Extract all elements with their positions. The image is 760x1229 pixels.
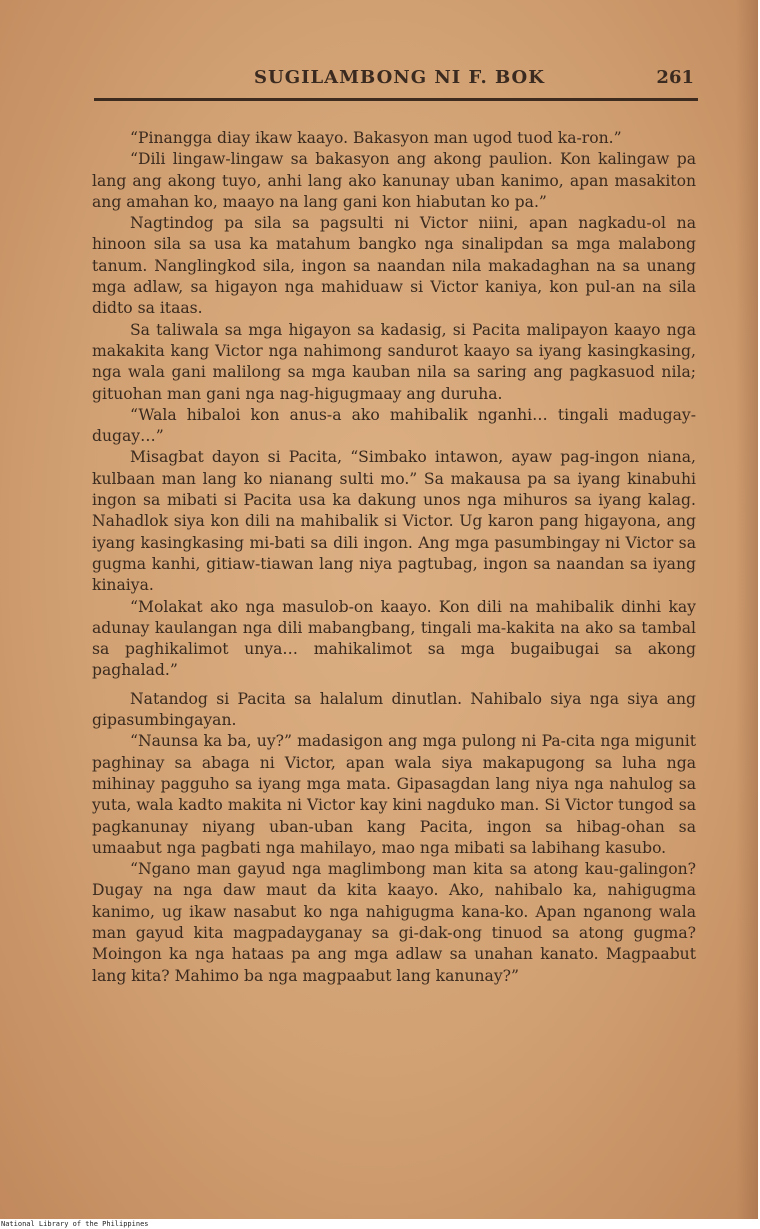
running-head: SUGILAMBONG NI F. BOK: [254, 67, 545, 88]
paragraph: Sa taliwala sa mga higayon sa kadasig, si Pacita malipayon kaayo nga makakita kang Victor nga nahimong sandurot kaayo sa iyang kasingkasing, nga wala gani malilong sa mga kauban nila sa saring ang pagkasuod nila; gituohan man gani nga nag-higugmaay ang duruha.: [92, 320, 696, 403]
header-rule: [94, 98, 698, 101]
page-number: 261: [656, 67, 694, 88]
paragraph: “Dili lingaw-lingaw sa bakasyon ang akong paulion. Kon kalingaw pa lang ang akong tuyo, anhi lang ako kanunay uban kanimo, apan masakiton ang amahan ko, maayo na lang gani kon hiabutan ko pa.”: [92, 150, 696, 211]
paragraph: “Molakat ako nga masulob-on kaayo. Kon dili na mahibalik dinhi kay adunay kaulangan nga dili mabangbang, tingali ma-kakita na ako sa tambal sa paghikalimot unya… mahikalimot sa mga bugaibugai sa akong paghalad.”: [92, 597, 696, 680]
library-credit: National Library of the Philippines: [1, 1220, 149, 1228]
paragraph: “Ngano man gayud nga maglimbong man kita sa atong kau-galingon? Dugay na nga daw maut da kita kaayo. Ako, nahibalo ka, nahigugma kanimo, ug ikaw nasabut ko nga nahigugma kana-ko. Apan nganong wala man gayud kita magpadayganay sa gi-dak-ong tinuod sa atong gugma? Moingon ka nga hataas pa ang mga adlaw sa unahan kanato. Magpaabut lang kita? Mahimo ba nga magpaabut lang kanunay?”: [92, 860, 696, 985]
page-header: [94, 64, 696, 98]
paragraph: “Wala hibaloi kon anus-a ako mahibalik nganhi… tingali madugay-dugay…”: [92, 405, 696, 446]
paragraph: Misagbat dayon si Pacita, “Simbako intawon, ayaw pag-ingon niana, kulbaan man lang ko nianang sulti mo.” Sa makausa pa sa iyang kinabuhi ingon sa mibati si Pacita usa ka dakung unos nga mihuros sa iyang kalag. Nahadlok siya kon dili na mahibalik si Victor. Ug karon pang higayona, ang iyang kasingkasing mi-bati sa dili ingon. Ang mga pasumbingay ni Victor sa gugma kanhi, gitiaw-tiawan lang niya pagtubag, ingon sa naandan sa iyang kinaiya.: [92, 448, 696, 595]
body-text: [92, 128, 696, 987]
paragraph: Natandog si Pacita sa halalum dinutlan. Nahibalo siya nga siya ang gipasumbingayan.: [92, 689, 696, 730]
paragraph: “Pinangga diay ikaw kaayo. Bakasyon man ugod tuod ka-ron.”: [130, 129, 622, 147]
paragraph: Nagtindog pa sila sa pagsulti ni Victor niini, apan nagkadu-ol na hinoon sila sa usa ka matahum bangko nga sinalipdan sa mga malabong tanum. Nanglingkod sila, ingon sa naandan nila makadaghan na sa unang mga adlaw, sa higayon nga mahiduaw si Victor kaniya, kon pul-an na sila didto sa itaas.: [92, 214, 696, 318]
paragraph: “Naunsa ka ba, uy?” madasigon ang mga pulong ni Pa-cita nga migunit paghinay sa abaga ni Victor, apan wala siya makapugong sa luha nga mihinay pagguho sa iyang mga mata. Gipasagdan lang niya nga nahulog sa yuta, wala kadto makita ni Victor kay kini nagduko man. Si Victor tungod sa pagkanunay niyang uban-uban kang Pacita, ingon sa hibag-ohan sa umaabut nga pagbati nga mahilayo, mao nga mibati sa labihang kasubo.: [92, 732, 696, 857]
